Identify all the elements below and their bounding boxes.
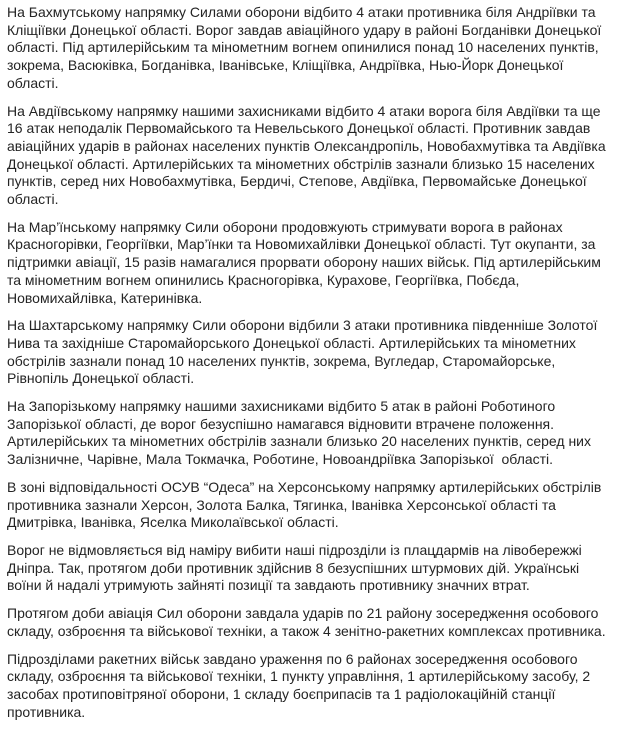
report-paragraph-bakhmut: На Бахмутському напрямку Силами оборони відбито 4 атаки противника біля Андріївки та Кліщіївки Донецької області. Ворог завдав авіаційного удару в районі Богданівки Донецької області. Під артилерійським та мінометним вогнем опинилися понад 10 населених пунктів, зокрема, Васюківка, Богданівка, Іванівське, Кліщіївка, Андріївка, Нью-Йорк Донецької області. [7, 4, 606, 91]
report-paragraph-kherson: В зоні відповідальності ОСУВ “Одеса” на Херсонському напрямку артилерійських обстрілів противника зазнали Херсон, Золота Балка, Тягинка, Іванівка Херсонської області та Дмитрівка, Іванівка, Яселка Миколаївської області. [7, 478, 606, 531]
report-paragraph-dnipro-left-bank: Ворог не відмовляється від наміру вибити наші підрозділи із плацдармів на лівобережжі Дніпра. Так, протягом доби противник здійснив 8 безуспішних штурмових дій. Українські воїни й надалі утримують зайняті позиції та завдають противнику значних втрат. [7, 541, 586, 594]
report-paragraph-avdiivka: На Авдіївському напрямку нашими захисниками відбито 4 атаки ворога біля Авдіївки та ще 16 атак неподалік Первомайського та Невельського Донецької області. Противник завдав авіаційних ударів в районах населених пунктів Олександропіль, Новобахмутівка та Авдіївка Донецької області. Артилерійських та мінометних обстрілів зазнали близько 15 населених пунктів, серед них Новобахмутівка, Бердичі, Степове, Авдіївка, Первомайське Донецької області. [7, 102, 610, 208]
report-paragraph-shakhtarsk: На Шахтарському напрямку Сили оборони відбили 3 атаки противника південніше Золотої Нива та західніше Старомайорського Донецької області. Артилерійських та мінометних обстрілів зазнали понад 10 населених пунктів, зокрема, Вугледар, Старомайорське, Рівнопіль Донецької області. [7, 317, 602, 387]
report-paragraph-marinka: На Мар’їнському напрямку Сили оборони продовжують стримувати ворога в районах Красногорівки, Георгіївки, Мар’їнки та Новомихайлівки Донецької області. Тут окупанти, за підтримки авіації, 15 разів намагалися прорвати оборону наших військ. Під артилерійським та мінометним вогнем опинились Красногорівка, Курахове, Георгіївка, Побєда, Новомихайлівка, Катеринівка. [7, 218, 605, 306]
report-paragraph-zaporizhzhia: На Запорізькому напрямку нашими захисниками відбито 5 атак в районі Роботиного Запорізької області, де ворог безуспішно намагався відновити втрачене положення. Артилерійських та мінометних обстрілів зазнали близько 20 населених пунктів, серед них Залізничне, Чарівне, Мала Токмачка, Роботине, Новоандріївка Запорізької області. [7, 398, 595, 468]
report-paragraph-aviation-strikes: Протягом доби авіація Сил оборони завдала ударів по 21 району зосередження особового складу, озброєння та військової техніки, а також 4 зенітно-ракетних комплексах противника. [7, 605, 606, 639]
report-paragraph-missile-forces: Підрозділами ракетних військ завдано ураження по 6 районах зосередження особового складу, озброєння та військової техніки, 1 пункту управління, 1 артилерійському засобу, 2 засобах протиповітряної оборони, 1 складу боєприпасів та 1 радіолокаційній станції противника. [7, 650, 595, 720]
